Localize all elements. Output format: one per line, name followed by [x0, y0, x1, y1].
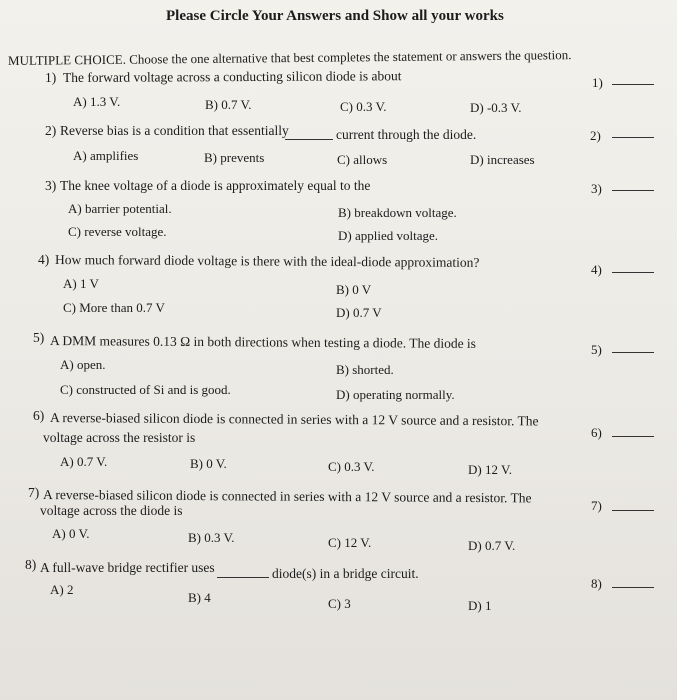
- option-a[interactable]: A) barrier potential.: [68, 201, 172, 216]
- question-stem-line1: A reverse-biased silicon diode is connected in series with a 12 V source and a resistor. The: [49, 410, 539, 429]
- question-number: 8): [25, 557, 37, 572]
- option-d[interactable]: D) operating normally.: [336, 387, 455, 402]
- question-stem-part2: current through the diode.: [336, 127, 477, 142]
- answer-blank[interactable]: [612, 352, 654, 353]
- answer-blank[interactable]: [612, 272, 654, 273]
- option-b[interactable]: B) breakdown voltage.: [338, 205, 457, 220]
- option-d[interactable]: D) -0.3 V.: [470, 100, 522, 115]
- option-b[interactable]: B) 4: [188, 590, 211, 605]
- option-b[interactable]: B) 0 V.: [190, 456, 227, 471]
- question-number: 6): [33, 408, 45, 423]
- option-a[interactable]: A) 0 V.: [52, 526, 90, 541]
- answer-blank[interactable]: [612, 587, 654, 588]
- option-c[interactable]: C) More than 0.7 V: [63, 300, 165, 315]
- fill-in-blank[interactable]: [217, 576, 269, 578]
- option-c[interactable]: C) 12 V.: [328, 535, 372, 550]
- question-stem-part1: A full-wave bridge rectifier uses: [40, 560, 215, 575]
- fill-in-blank[interactable]: [285, 138, 333, 140]
- option-b[interactable]: B) 0 V: [336, 282, 372, 297]
- answer-label: 4): [591, 262, 602, 277]
- question-stem-line2: voltage across the diode is: [40, 503, 183, 518]
- question-stem-line2: voltage across the resistor is: [43, 430, 196, 445]
- option-a[interactable]: A) 1 V: [63, 276, 99, 291]
- option-a[interactable]: A) 0.7 V.: [60, 454, 108, 469]
- answer-label: 8): [591, 576, 602, 591]
- answer-label: 7): [591, 498, 602, 513]
- option-b[interactable]: B) shorted.: [336, 362, 394, 377]
- question-stem-line1: A reverse-biased silicon diode is connected in series with a 12 V source and a resistor. The: [42, 487, 532, 506]
- question-stem-part1: Reverse bias is a condition that essentially: [60, 123, 289, 138]
- answer-blank[interactable]: [612, 190, 654, 191]
- option-c[interactable]: C) 0.3 V.: [328, 459, 375, 474]
- answer-label: 6): [591, 425, 602, 440]
- instructions: MULTIPLE CHOICE. Choose the one alternative that best completes the statement or answers the question.: [7, 47, 572, 68]
- question-number: 3): [45, 178, 57, 193]
- answer-blank[interactable]: [612, 137, 654, 138]
- option-d[interactable]: D) applied voltage.: [338, 228, 438, 243]
- option-b[interactable]: B) prevents: [204, 150, 265, 165]
- option-c[interactable]: C) constructed of Si and is good.: [60, 382, 231, 397]
- option-d[interactable]: D) 0.7 V.: [468, 538, 516, 553]
- answer-blank[interactable]: [612, 436, 654, 437]
- question-number: 7): [28, 485, 40, 500]
- answer-label: 1): [592, 75, 603, 90]
- question-stem: The knee voltage of a diode is approximately equal to the: [60, 178, 371, 193]
- answer-label: 3): [591, 181, 602, 196]
- question-number: 4): [38, 252, 50, 267]
- answer-label: 5): [591, 342, 602, 357]
- question-number: 2): [45, 123, 57, 138]
- question-stem: A DMM measures 0.13 Ω in both directions when testing a diode. The diode is: [49, 333, 477, 351]
- option-d[interactable]: D) increases: [470, 152, 535, 167]
- question-stem: The forward voltage across a conducting silicon diode is about: [62, 68, 402, 85]
- answer-blank[interactable]: [612, 84, 654, 85]
- question-number: 5): [33, 330, 45, 345]
- option-c[interactable]: C) reverse voltage.: [68, 224, 167, 239]
- option-a[interactable]: A) 1.3 V.: [73, 94, 121, 109]
- option-c[interactable]: C) 0.3 V.: [340, 99, 387, 114]
- option-d[interactable]: D) 1: [468, 598, 492, 613]
- question-stem: How much forward diode voltage is there with the ideal-diode approximation?: [54, 252, 480, 270]
- option-d[interactable]: D) 0.7 V: [336, 305, 382, 320]
- answer-label: 2): [590, 128, 601, 143]
- option-a[interactable]: A) open.: [60, 357, 106, 372]
- option-a[interactable]: A) 2: [50, 582, 74, 597]
- option-b[interactable]: B) 0.7 V.: [205, 97, 252, 112]
- option-d[interactable]: D) 12 V.: [468, 462, 512, 477]
- option-c[interactable]: C) 3: [328, 596, 351, 611]
- page-header: Please Circle Your Answers and Show all your works: [166, 8, 504, 24]
- option-b[interactable]: B) 0.3 V.: [188, 530, 235, 545]
- question-number: 1): [45, 70, 57, 85]
- answer-blank[interactable]: [612, 510, 654, 511]
- question-stem-part2: diode(s) in a bridge circuit.: [272, 566, 419, 581]
- option-c[interactable]: C) allows: [337, 152, 388, 167]
- option-a[interactable]: A) amplifies: [73, 148, 139, 163]
